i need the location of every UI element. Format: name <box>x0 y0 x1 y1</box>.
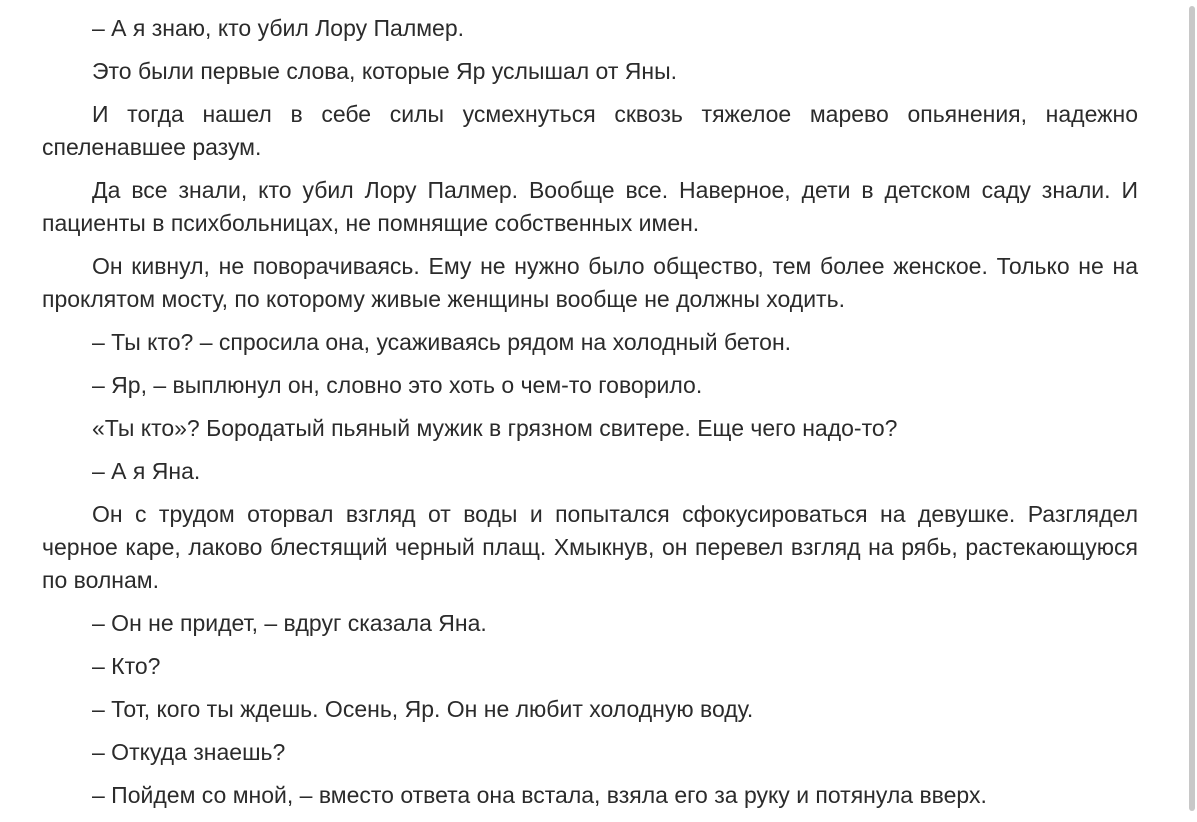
text-page <box>42 0 1138 822</box>
paragraph-5: Он кивнул, не поворачиваясь. Ему не нужно было общество, тем более женское. Только не на проклятом мосту, по которому живые женщины вообще не должны ходить. <box>42 253 1138 312</box>
paragraph-10: Он с трудом оторвал взгляд от воды и попытался сфокусироваться на девушке. Разглядел черное каре, лаково блестящий черный плащ. Хмыкнув, он перевел взгляд на рябь, растекающуюся по волнам. <box>42 501 1138 593</box>
paragraph-9: – А я Яна. <box>92 458 201 484</box>
paragraph-14: – Откуда знаешь? <box>92 739 286 765</box>
paragraph-6: – Ты кто? – спросила она, усаживаясь рядом на холодный бетон. <box>92 329 792 355</box>
paragraph-3: И тогда нашел в себе силы усмехнуться сквозь тяжелое марево опьянения, надежно спеленавшее разум. <box>42 101 1138 160</box>
paragraph-15: – Пойдем со мной, – вместо ответа она встала, взяла его за руку и потянула вверх. <box>92 782 987 808</box>
paragraph-8: «Ты кто»? Бородатый пьяный мужик в грязном свитере. Еще чего надо-то? <box>92 415 898 441</box>
paragraph-2: Это были первые слова, которые Яр услышал от Яны. <box>92 58 677 84</box>
paragraph-13: – Тот, кого ты ждешь. Осень, Яр. Он не любит холодную воду. <box>92 696 754 722</box>
paragraph-7: – Яр, – выплюнул он, словно это хоть о чем-то говорило. <box>92 372 703 398</box>
paragraph-11: – Он не придет, – вдруг сказала Яна. <box>92 610 487 636</box>
paragraph-1: – А я знаю, кто убил Лору Палмер. <box>92 15 465 41</box>
paragraph-4: Да все знали, кто убил Лору Палмер. Вообще все. Наверное, дети в детском саду знали. И пациенты в психбольницах, не помнящие собственных имен. <box>42 177 1138 236</box>
scrollbar-thumb[interactable] <box>1189 6 1195 811</box>
vertical-scrollbar[interactable] <box>1187 0 1197 819</box>
paragraph-12: – Кто? <box>92 653 161 679</box>
